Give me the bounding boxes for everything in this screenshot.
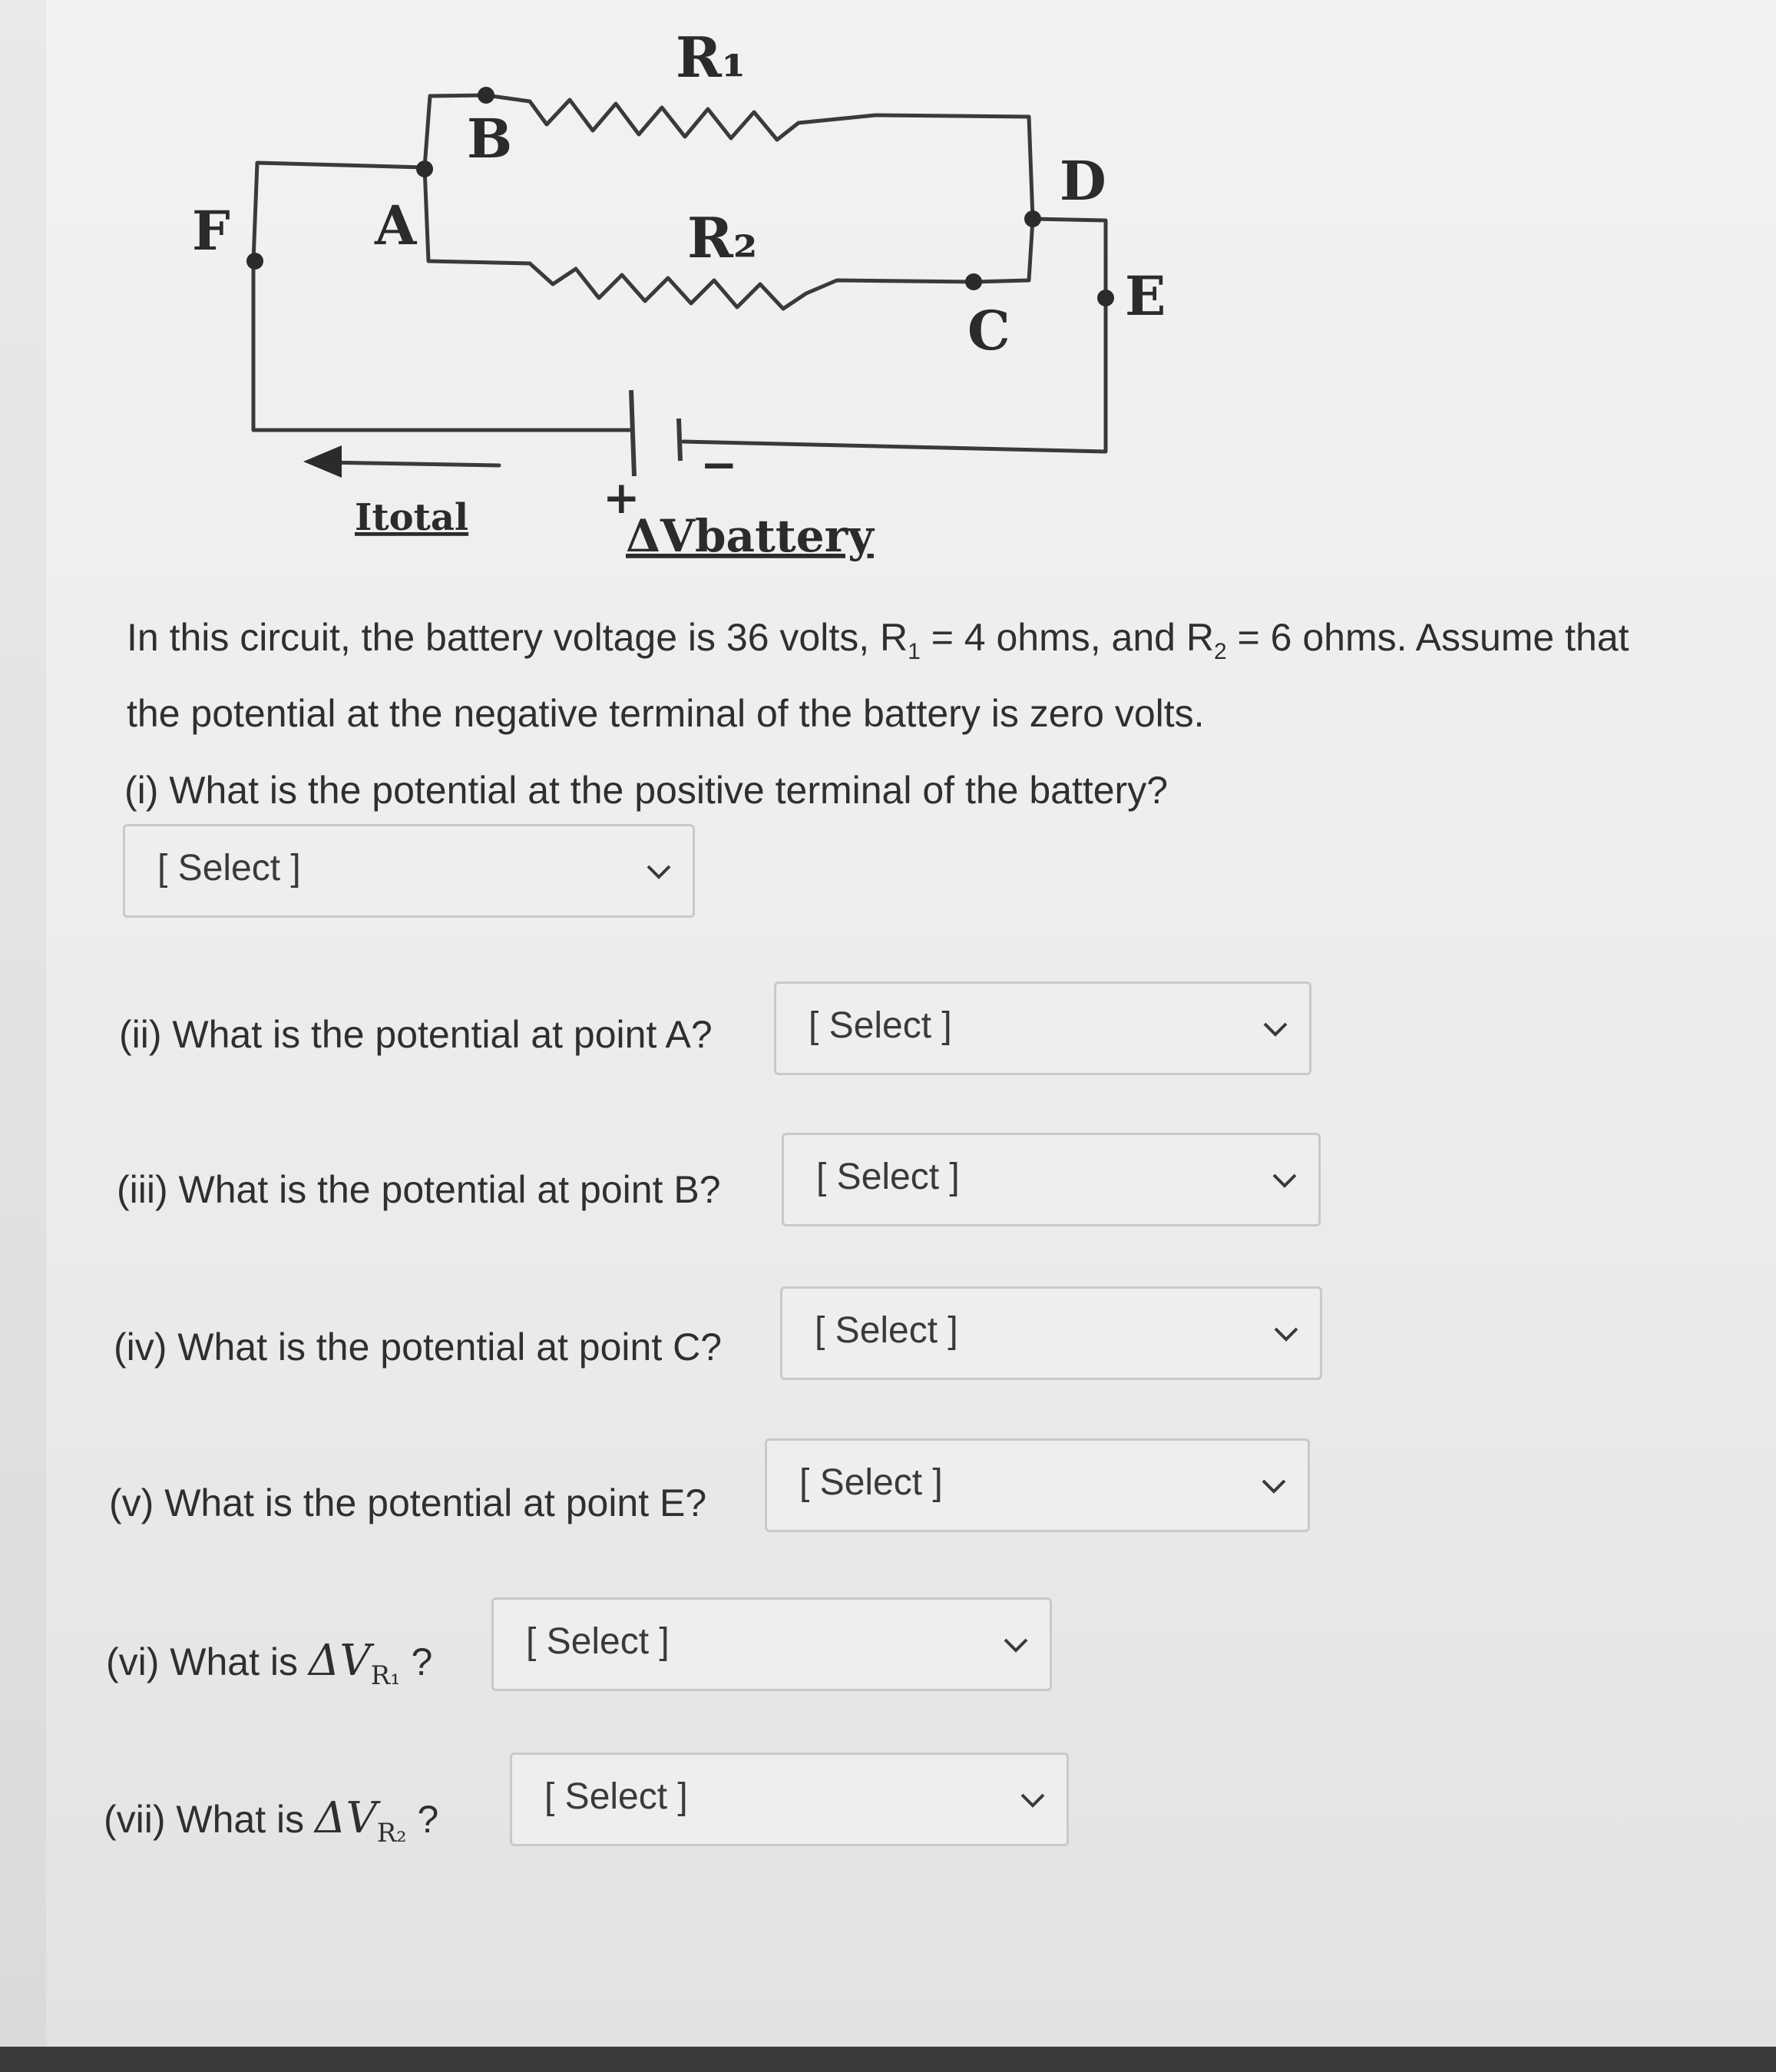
node-dot-a bbox=[416, 161, 433, 177]
chevron-down-icon bbox=[1017, 1784, 1048, 1815]
current-arrow-shaft bbox=[322, 462, 499, 465]
chevron-down-icon bbox=[643, 856, 674, 886]
bottom-bar bbox=[0, 2047, 1776, 2072]
wire-a-r2 bbox=[425, 167, 530, 263]
problem-statement: In this circuit, the battery voltage is 36 volts, $R_1 = 4$ ohms, and $R_2 = 6$ ohms. Assume that the potential at the negative terminal of the battery is zero volts. bbox=[127, 616, 1629, 735]
resistor-r1 bbox=[486, 95, 1033, 219]
question-7-select[interactable] bbox=[510, 1753, 1069, 1846]
wire-left bbox=[253, 261, 630, 430]
circuit-diagram bbox=[0, 0, 1776, 584]
question-1-select-value: [ Select ] bbox=[157, 848, 301, 889]
label-r1: R₁ bbox=[676, 25, 746, 90]
question-3-select[interactable] bbox=[782, 1133, 1321, 1226]
question-5-select-value: [ Select ] bbox=[799, 1462, 943, 1503]
label-r2: R₂ bbox=[687, 205, 758, 270]
node-dot-f bbox=[246, 253, 263, 270]
label-battery-plus: + bbox=[603, 472, 640, 524]
question-2-select[interactable] bbox=[774, 981, 1311, 1075]
label-f: F bbox=[192, 199, 230, 263]
label-e: E bbox=[1125, 264, 1166, 328]
label-current: Itotal bbox=[355, 496, 469, 539]
question-1-select[interactable] bbox=[123, 824, 695, 918]
question-6-text bbox=[106, 1636, 432, 1690]
label-battery-minus: − bbox=[700, 439, 738, 491]
question-7-text bbox=[104, 1793, 438, 1848]
chevron-down-icon bbox=[1000, 1629, 1031, 1660]
chevron-down-icon bbox=[1271, 1318, 1301, 1349]
label-d: D bbox=[1060, 149, 1106, 213]
label-a: A bbox=[375, 194, 417, 257]
question-5-select[interactable] bbox=[765, 1438, 1310, 1532]
question-4-select[interactable] bbox=[780, 1286, 1322, 1380]
question-6-suffix: ? bbox=[400, 1640, 433, 1683]
question-7-delta-symbol: $\Delta V_{R_2}$ bbox=[315, 1793, 407, 1849]
question-3-select-value: [ Select ] bbox=[816, 1157, 960, 1197]
current-arrow-head bbox=[303, 445, 342, 478]
question-7-select-value: [ Select ] bbox=[544, 1776, 688, 1817]
node-dot-c bbox=[965, 273, 982, 290]
battery-plate-short bbox=[679, 419, 680, 461]
question-6-select[interactable] bbox=[491, 1597, 1052, 1691]
resistor-r2 bbox=[530, 219, 1033, 309]
question-6-delta-symbol: $\Delta V_{R_1}$ bbox=[308, 1636, 401, 1691]
label-c: C bbox=[967, 299, 1010, 362]
node-dot-b bbox=[478, 87, 494, 104]
chevron-down-icon bbox=[1260, 1013, 1291, 1044]
question-2-select-value: [ Select ] bbox=[809, 1005, 952, 1046]
question-2-text: (ii) What is the potential at point A? bbox=[119, 1013, 713, 1056]
question-6-prefix: (vi) What is bbox=[106, 1640, 309, 1683]
question-7-prefix: (vii) What is bbox=[104, 1798, 315, 1841]
label-b: B bbox=[467, 107, 513, 170]
question-3-text: (iii) What is the potential at point B? bbox=[117, 1168, 721, 1211]
question-5-text: (v) What is the potential at point E? bbox=[109, 1481, 707, 1524]
node-dot-e bbox=[1097, 290, 1114, 306]
label-battery: ΔVbattery bbox=[626, 510, 874, 562]
question-1-text: (i) What is the potential at the positive terminal of the battery? bbox=[124, 769, 1169, 812]
question-7-suffix: ? bbox=[406, 1798, 439, 1841]
node-dot-d bbox=[1024, 210, 1041, 227]
question-4-text: (iv) What is the potential at point C? bbox=[114, 1326, 723, 1369]
question-4-select-value: [ Select ] bbox=[815, 1310, 958, 1351]
battery-plate-long bbox=[631, 390, 634, 476]
question-6-select-value: [ Select ] bbox=[526, 1621, 670, 1662]
chevron-down-icon bbox=[1269, 1164, 1300, 1195]
chevron-down-icon bbox=[1258, 1470, 1289, 1501]
